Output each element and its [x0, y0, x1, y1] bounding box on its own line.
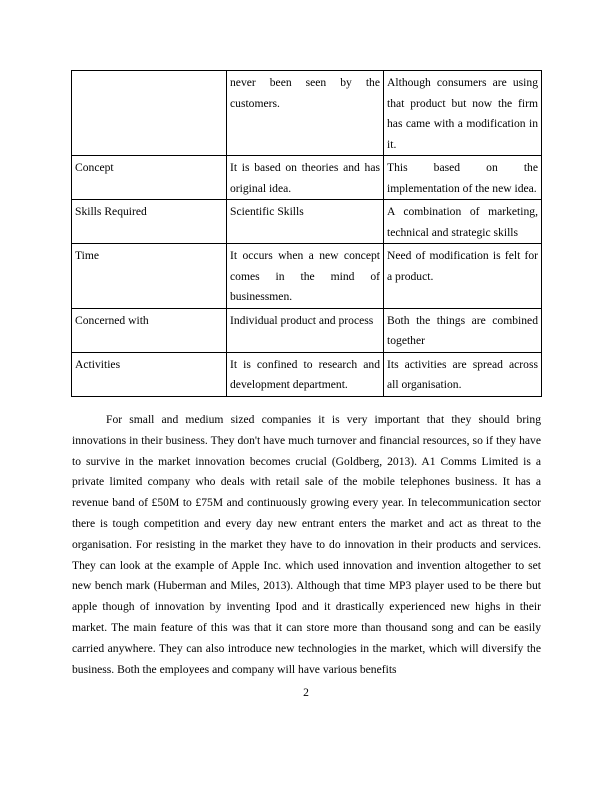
innovation-cell: It is based on theories and has original idea.	[227, 156, 384, 200]
table-row	[72, 308, 542, 352]
improvement-cell: Although consumers are using that product but now the firm has came with a modification in it.	[384, 71, 542, 156]
body-paragraph: For small and medium sized companies it is very important that they should bring innovations in their business. They don't have much turnover and financial resources, so if they have to survive in the market innovation becomes crucial (Goldberg, 2013). A1 Comms Limited is a private limited company who deals with retail sale of the mobile telephones business. It has a revenue band of £50M to £75M and continuously growing every year. In telecommunication sector there is tough competition and every day new entrant enters the market and act as threat to the organisation. For resisting in the market they have to do innovation in their products and services. They can look at the example of Apple Inc. which used innovation and invention altogether to set new bench mark (Huberman and Miles, 2013). Although that time MP3 player used to be there but apple though of innovation by inventing Ipod and it drastically experienced new highs in their market. The main feature of this was that it can store more than thousand song and can be easily carried anywhere. They can also introduce new technologies in the market, which will diversify the business. Both the employees and company will have various benefits	[72, 413, 541, 676]
improvement-cell: Both the things are combined together	[384, 308, 542, 352]
row-label-cell: Concerned with	[72, 308, 227, 352]
improvement-cell: A combination of marketing, technical and strategic skills	[384, 200, 542, 244]
table-row	[72, 244, 542, 309]
improvement-cell: Need of modification is felt for a product.	[384, 244, 542, 309]
improvement-cell: This based on the implementation of the new idea.	[384, 156, 542, 200]
row-label-cell: Concept	[72, 156, 227, 200]
row-label-cell: Activities	[72, 352, 227, 396]
table-row	[72, 156, 542, 200]
innovation-cell: Individual product and process	[227, 308, 384, 352]
innovation-cell: never been seen by the customers.	[227, 71, 384, 156]
row-label-cell	[72, 71, 227, 156]
row-label-cell: Time	[72, 244, 227, 309]
innovation-cell: Scientific Skills	[227, 200, 384, 244]
table-row	[72, 200, 542, 244]
comparison-table	[71, 70, 542, 397]
row-label-cell: Skills Required	[72, 200, 227, 244]
improvement-cell: Its activities are spread across all organisation.	[384, 352, 542, 396]
table-row	[72, 71, 542, 156]
innovation-cell: It occurs when a new concept comes in the mind of businessmen.	[227, 244, 384, 309]
body-text	[72, 410, 541, 680]
table-row	[72, 352, 542, 396]
innovation-cell: It is confined to research and development department.	[227, 352, 384, 396]
page-number: 2	[303, 686, 309, 699]
